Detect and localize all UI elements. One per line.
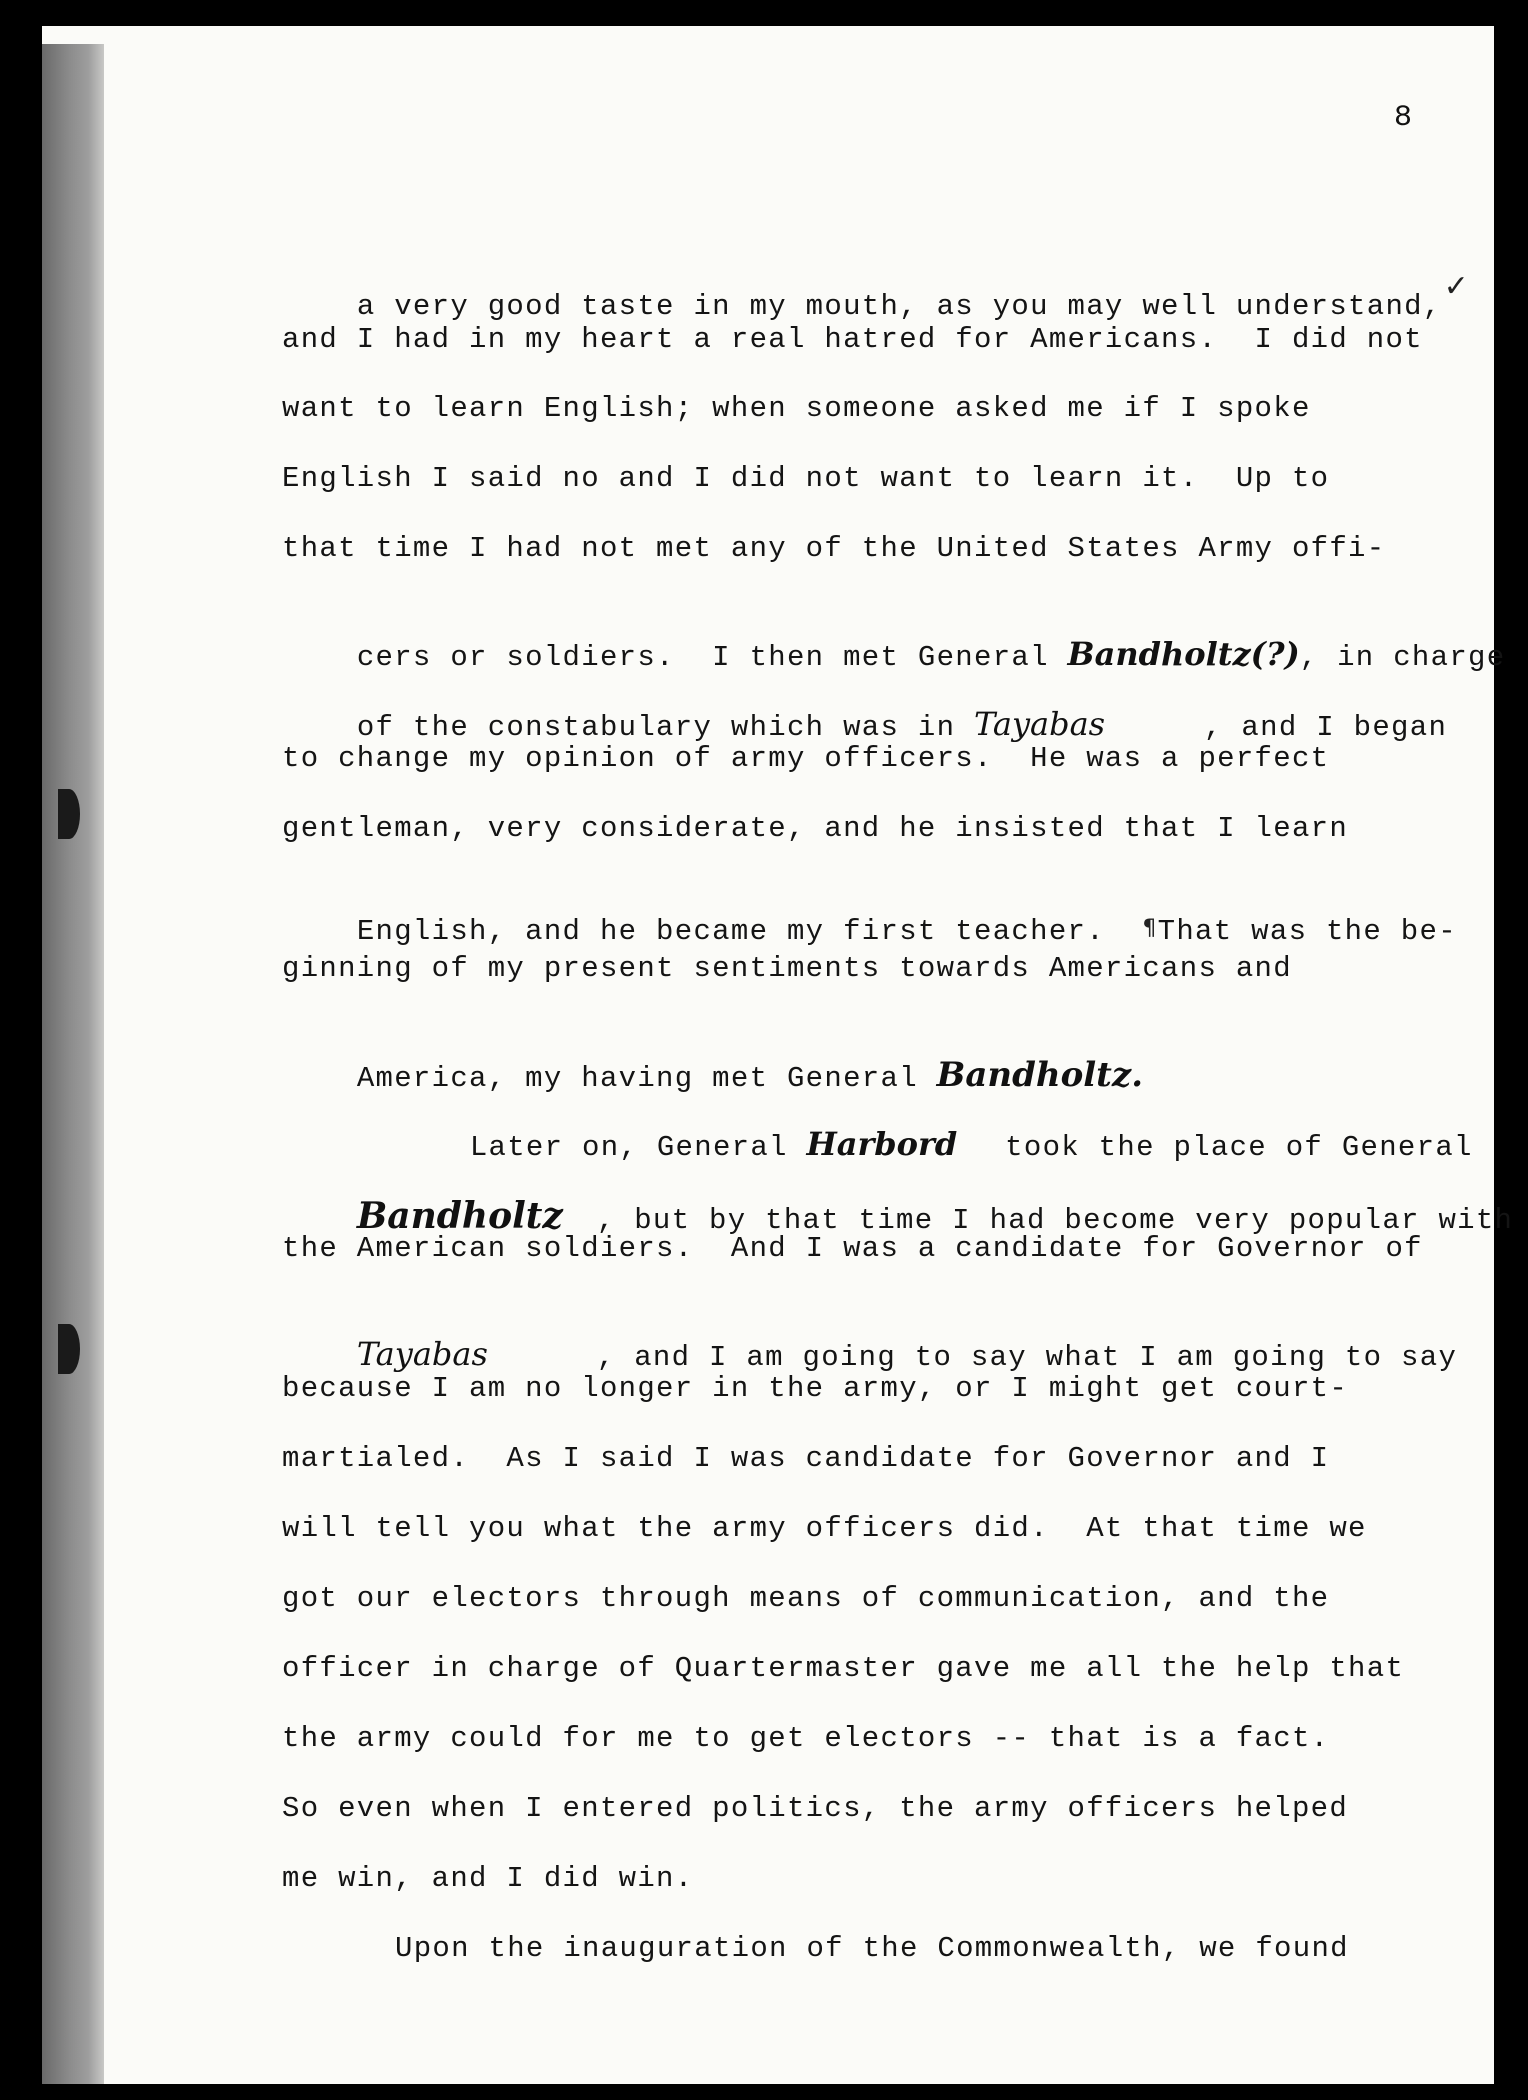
- text-line: martialed. As I said I was candidate for Governor and I: [282, 1442, 1330, 1475]
- paragraph-mark: ¶: [1142, 916, 1158, 941]
- text-line: and I had in my heart a real hatred for Americans. I did not: [282, 323, 1423, 356]
- binding-strip: [42, 44, 104, 2084]
- text-line: gentleman, very considerate, and he insisted that I learn: [282, 812, 1349, 845]
- text-line: Bandholtz , but by that time I had become very popular with: [356, 1195, 1514, 1237]
- text-line: the American soldiers. And I was a candidate for Governor of: [282, 1232, 1423, 1265]
- handwritten-place: Tayabas: [356, 1335, 488, 1373]
- text-line: officer in charge of Quartermaster gave me all the help that: [282, 1652, 1405, 1685]
- text-line: ginning of my present sentiments towards Americans and: [282, 952, 1292, 985]
- text-line: So even when I entered politics, the army officers helped: [282, 1792, 1349, 1825]
- text-line: Later on, General Harbord took the place of General: [469, 1125, 1473, 1164]
- page-number: 8: [1394, 101, 1413, 135]
- check-mark: ✓: [1443, 269, 1471, 304]
- text-line: the army could for me to get electors -- that is a fact.: [282, 1722, 1330, 1755]
- text-line: of the constabulary which was in Tayabas , and I began: [356, 705, 1448, 744]
- text-line: want to learn English; when someone asked me if I spoke: [282, 392, 1311, 425]
- handwritten-name: Harbord: [806, 1125, 958, 1163]
- text-line: that time I had not met any of the United States Army offi-: [282, 532, 1386, 565]
- text-line: will tell you what the army officers did. At that time we: [282, 1512, 1367, 1545]
- text-line: Tayabas , and I am going to say what I am going to say: [356, 1335, 1458, 1374]
- handwritten-place: Tayabas: [974, 705, 1106, 743]
- text-line: English, and he became my first teacher. ¶That was the be-: [356, 915, 1457, 948]
- text-line: cers or soldiers. I then met General Bandholtz(?), in charge: [356, 635, 1506, 674]
- text-line: English I said no and I did not want to learn it. Up to: [282, 462, 1330, 495]
- text-line: to change my opinion of army officers. He was a perfect: [282, 742, 1330, 775]
- handwritten-name: Bandholtz.: [936, 1055, 1144, 1095]
- binding-hole: [58, 789, 80, 839]
- text-line: a very good taste in my mouth, as you may well understand,✓: [356, 269, 1471, 323]
- handwritten-name: Bandholtz(?): [1067, 635, 1300, 673]
- text-line: because I am no longer in the army, or I might get court-: [282, 1372, 1349, 1405]
- text-line: got our electors through means of communication, and the: [282, 1582, 1330, 1615]
- handwritten-name: Bandholtz: [356, 1195, 563, 1237]
- text-line: America, my having met General Bandholtz.: [356, 1055, 1144, 1095]
- text-line: me win, and I did win.: [282, 1862, 694, 1895]
- binding-hole: [58, 1324, 80, 1374]
- document-page: [42, 26, 1514, 2084]
- text-line: Upon the inauguration of the Commonwealth, we found: [395, 1932, 1349, 1965]
